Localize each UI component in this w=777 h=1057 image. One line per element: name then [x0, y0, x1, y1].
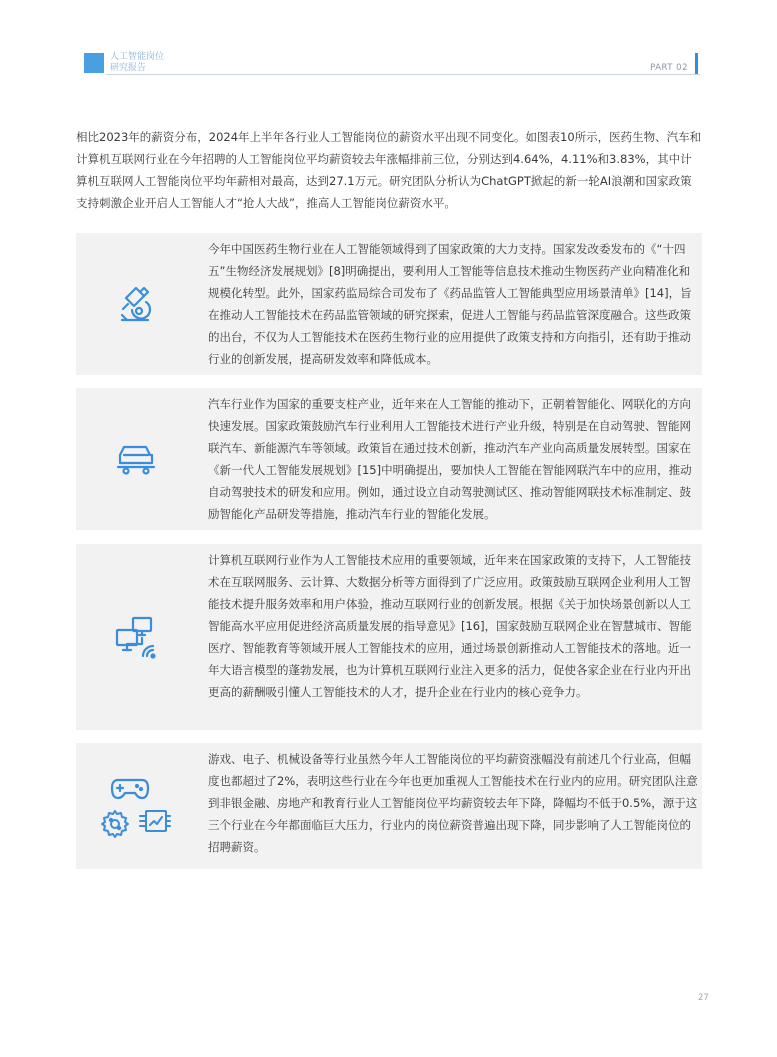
- card-text: 今年中国医药生物行业在人工智能领域得到了国家政策的大力支持。国家发改委发布的《“十四五”生物经济发展规划》[8]明确提出，要利用人工智能等信息技术推动生物医药产业向精准化和规模化转型。此外，国家药监局综合司发布了《药品监管人工智能典型应用场景清单》[14]，旨在推动人工智能技术在药品监管领域的研究探索，促进人工智能与药品监管深度融合。这些政策的出台，不仅为人工智能技术在医药生物行业的应用提供了政策支持和方向指引，还有助于推动行业的创新发展，提高研发效率和降低成本。: [208, 242, 692, 366]
- card-text: 计算机互联网行业作为人工智能技术应用的重要领域，近年来在国家政策的支持下，人工智能技术在互联网服务、云计算、大数据分析等方面得到了广泛应用。政策鼓励互联网企业利用人工智能技术提升服务效率和用户体验，推动互联网行业的创新发展。根据《关于加快场景创新以人工智能高水平应用促进经济高质量发展的指导意见》[16]，国家鼓励互联网企业在智慧城市、智能医疗、智能教育等领域开展人工智能技术的应用，通过场景创新推动人工智能技术的落地。近一年大语言模型的蓬勃发展，也为计算机互联网行业注入更多的活力，促使各家企业在行业内开出更高的薪酬吸引懂人工智能技术的人才，提升企业在行业内的核心竞争力。: [208, 553, 692, 699]
- header-accent-bar: [695, 53, 698, 74]
- intro-paragraph: 相比2023年的薪资分布，2024年上半年各行业人工智能岗位的薪资水平出现不同变化。如图表10所示，医药生物、汽车和计算机互联网行业在今年招聘的人工智能岗位平均薪资较去年涨幅排前三位，分别达到4.64%，4.11%和3.83%，其中计算机互联网人工智能岗位平均年薪相对最高，达到27.1万元。研究团队分析认为ChatGPT掀起的新一轮AI浪潮和国家政策支持刺激企业开启人工智能人才“抢人大战”，推高人工智能岗位薪资水平。: [76, 130, 702, 210]
- icon-row: [100, 808, 172, 838]
- card-automotive: [76, 388, 702, 530]
- card-other-industries: [76, 743, 702, 869]
- card-text: 游戏、电子、机械设备等行业虽然今年人工智能岗位的平均薪资涨幅没有前述几个行业高，但幅度也都超过了2%，表明这些行业在今年也更加重视人工智能技术在行业内的应用。研究团队注意到非银金融、房地产和教育行业人工智能岗位平均薪资较去年下降，降幅均不低于0.5%，源于这三个行业在今年都面临巨大压力，行业内的岗位薪资普遍出现下降，同步影响了人工智能岗位的招聘薪资。: [208, 752, 698, 854]
- header-logo-square: [84, 53, 104, 73]
- gear-icon: [100, 808, 130, 838]
- computer-network-icon: [113, 614, 159, 660]
- page-header: [84, 53, 704, 77]
- gamepad-icon: [110, 774, 150, 802]
- card-icon-area: [76, 233, 196, 375]
- card-text: 汽车行业作为国家的重要支柱产业，近年来在人工智能的推动下，正朝着智能化、网联化的方向快速发展。国家政策鼓励汽车行业利用人工智能技术进行产业升级，特别是在自动驾驶、智能网联汽车、新能源汽车等领域。政策旨在通过技术创新，推动汽车产业向高质量发展转型。国家在《新一代人工智能发展规划》[15]中明确提出，要加快人工智能在智能网联汽车中的应用，推动自动驾驶技术的研发和应用。例如，通过设立自动驾驶测试区、推动智能网联技术标准制定、鼓励智能化产品研发等措施，推动汽车行业的智能化发展。: [208, 397, 692, 521]
- card-icon-area: [76, 743, 196, 869]
- page-number: 27: [698, 993, 709, 1003]
- header-title-line2: 研究报告: [110, 63, 147, 73]
- card-computer-internet: [76, 544, 702, 730]
- card-medical-biology: [76, 233, 702, 375]
- card-icon-area: [76, 388, 196, 530]
- header-part-label: PART 02: [650, 63, 688, 73]
- microscope-icon: [114, 282, 158, 326]
- chip-chart-icon: [138, 808, 172, 838]
- card-icon-area: [76, 544, 196, 730]
- header-rule: [106, 74, 700, 75]
- header-title-line1: 人工智能岗位: [110, 52, 165, 62]
- car-icon: [114, 441, 158, 477]
